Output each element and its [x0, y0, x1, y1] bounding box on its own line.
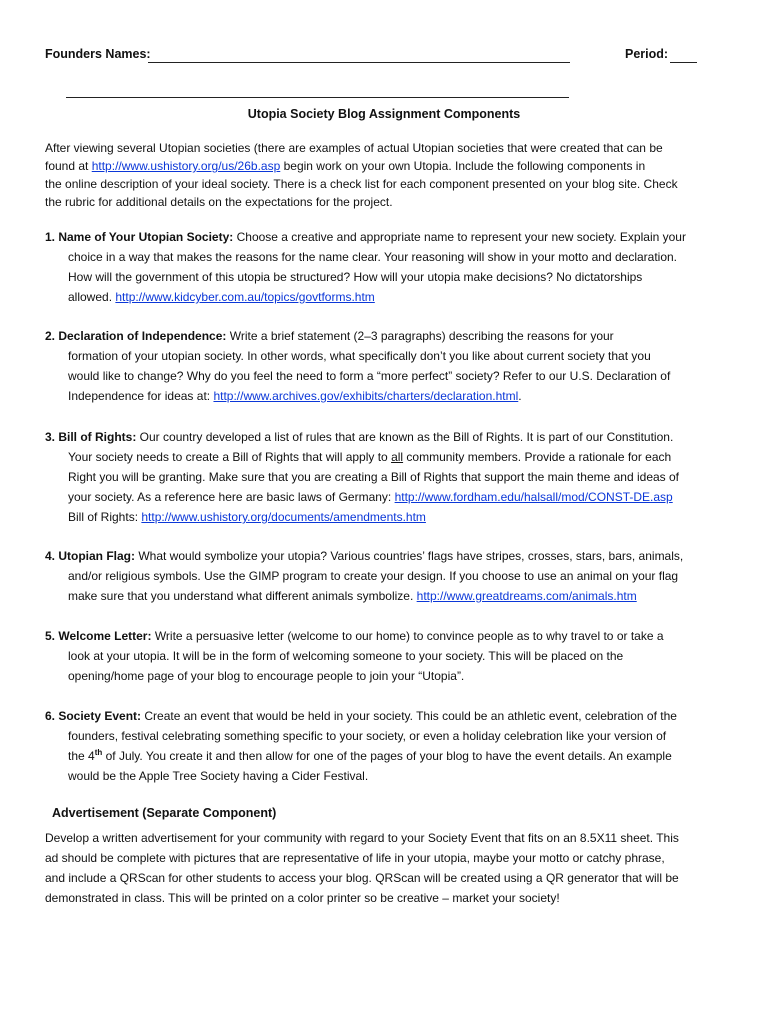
item-heading: 3. Bill of Rights: — [45, 430, 137, 444]
intro-line: found at http://www.ushistory.org/us/26b.asp begin work on your own Utopia. Include the following components in — [45, 159, 646, 173]
greatdreams-link[interactable]: http://www.greatdreams.com/animals.htm — [416, 589, 637, 603]
advertisement-heading: Advertisement (Separate Component) — [52, 806, 277, 820]
item-heading: 6. Society Event: — [45, 709, 142, 723]
item-heading: 2. Declaration of Independence: — [45, 329, 227, 343]
archives-link[interactable]: http://www.archives.gov/exhibits/charters/declaration.html — [213, 389, 519, 403]
advertisement-paragraph: Develop a written advertisement for your community with regard to your Society Event that fits on an 8.5X11 sheet. This ad should be complete with pictures that are representative of life in your utopia, maybe your motto or catchy phrase, and include a QRScan for other students to access your blog. QRScan will be created using a QR generator that will be demonstrated in class. This will be printed on a color printer so be creative – market your society! — [45, 831, 679, 905]
component-bill-of-rights: 3. Bill of Rights: Our country developed a list of rules that are known as the Bill of Rights. It is part of our Constitution. Your society needs to create a Bill of Rights that will apply to all community members. Provide a rationale for each Right you will be granting. Make sure that you are creating a Bill of Rights that support the main theme and ideas of your society. As a reference here are basic laws of Germany: http://www.fordham.edu/halsall/mod/CONST-DE.asp Bill of Rights: http://www.ushistory.org/documents/amendments.htm — [45, 430, 680, 524]
item-heading: 4. Utopian Flag: — [45, 549, 135, 563]
intro-paragraph — [45, 139, 735, 211]
intro-line: the rubric for additional details on the expectations for the project. — [45, 195, 393, 209]
item-heading: 5. Welcome Letter: — [45, 629, 152, 643]
period-label: Period: — [625, 47, 669, 61]
founders-name-line — [148, 62, 570, 63]
founders-name-line-2 — [66, 97, 569, 98]
amendments-link[interactable]: http://www.ushistory.org/documents/amendments.htm — [141, 510, 426, 524]
intro-line: After viewing several Utopian societies (there are examples of actual Utopian societies that were created that can be — [45, 141, 663, 155]
period-line — [670, 62, 697, 63]
ushistory-link[interactable]: http://www.ushistory.org/us/26b.asp — [91, 159, 281, 173]
component-society-event: 6. Society Event: Create an event that would be held in your society. This could be an athletic event, celebration of the founders, festival celebrating something specific to your society, or even a holiday celebration like your version of the 4th of July. You create it and then allow for one of the pages of your blog to have the event details. An example would be the Apple Tree Society having a Cider Festival. — [45, 709, 677, 783]
component-name-of-society: 1. Name of Your Utopian Society: Choose a creative and appropriate name to represent your new society. Explain your choice in a way that makes the reasons for the name clear. Your reasoning will show in your motto and declaration. How will the government of this utopia be structured? How will your utopia make decisions? No dictatorships allowed. http://www.kidcyber.com.au/topics/govtforms.htm — [45, 230, 686, 304]
kidcyber-link[interactable]: http://www.kidcyber.com.au/topics/govtforms.htm — [115, 290, 375, 304]
intro-line: the online description of your ideal society. There is a check list for each component presented on your blog site. Check — [45, 177, 678, 191]
component-welcome-letter: 5. Welcome Letter: Write a persuasive letter (welcome to our home) to convince people as to why travel to or take a look at your utopia. It will be in the form of welcoming someone to your society. This will be placed on the opening/home page of your blog to encourage people to join your “Utopia”. — [45, 629, 664, 683]
founders-label: Founders Names: — [45, 47, 151, 61]
fordham-link[interactable]: http://www.fordham.edu/halsall/mod/CONST-DE.asp — [394, 490, 673, 504]
item-heading: 1. Name of Your Utopian Society: — [45, 230, 234, 244]
page-title: Utopia Society Blog Assignment Components — [247, 107, 521, 121]
component-utopian-flag: 4. Utopian Flag: What would symbolize your utopia? Various countries’ flags have stripes, crosses, stars, bars, animals, and/or religious symbols. Use the GIMP program to create your design. If you choose to use an animal on your flag make sure that you understand what different animals symbolize. http://www.greatdreams.com/animals.htm — [45, 549, 684, 603]
component-declaration: 2. Declaration of Independence: Write a brief statement (2–3 paragraphs) describing the reasons for your formation of your utopian society. In other words, what specifically don’t you like about current society that you would like to change? Why do you feel the need to form a “more perfect” society? Refer to our U.S. Declaration of Independence for ideas at: http://www.archives.gov/exhibits/charters/declaration.html. — [45, 329, 671, 403]
